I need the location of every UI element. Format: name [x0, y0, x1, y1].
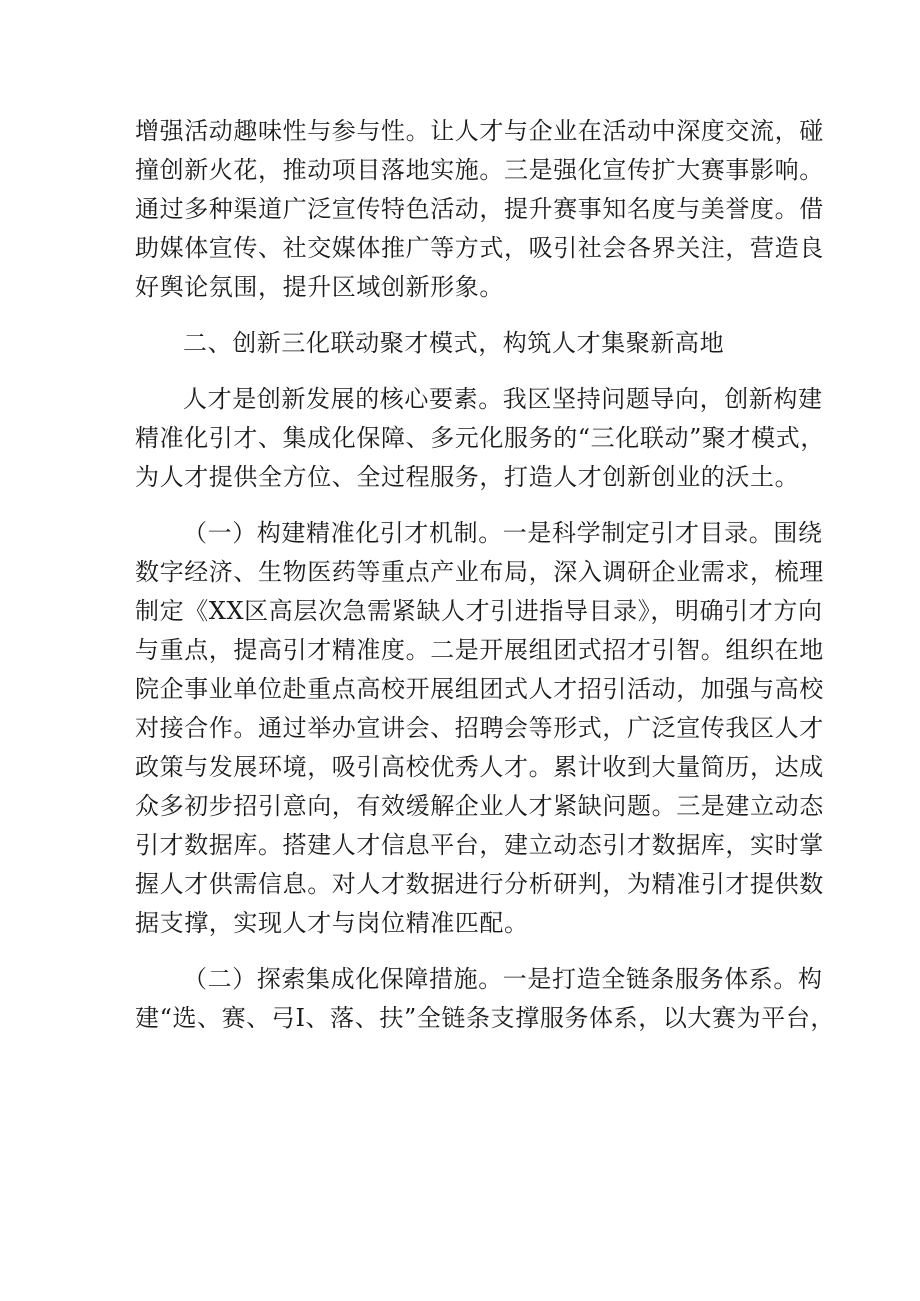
section-heading: 二、创新三化联动聚才模式，构筑人才集聚新高地 [183, 329, 725, 357]
paragraph-line: （二）探索集成化保障措施。一是打造全链条服务体系。构 [183, 965, 823, 993]
paragraph-2 [135, 380, 825, 497]
paragraph-line: 人才是创新发展的核心要素。我区坚持问题导向，创新构建 [183, 385, 823, 413]
paragraph-line: 为人才提供全方位、全过程服务，打造人才创新创业的沃土。 [135, 463, 800, 491]
paragraph-4 [135, 960, 836, 1038]
paragraph-line: 据支撑，实现人才与岗位精准匹配。 [135, 909, 529, 937]
paragraph-line: 增强活动趣味性与参与性。让人才与企业在活动中深度交流，碰 [135, 117, 824, 145]
paragraph-line: 精准化引才、集成化保障、多元化服务的“三化联动”聚才模式， [135, 424, 825, 452]
paragraph-gap [135, 307, 795, 324]
paragraph-line: 与重点，提高引才精准度。二是开展组团式招才引智。组织在地 [135, 636, 824, 664]
paragraph-1 [135, 112, 824, 307]
paragraph-line: 院企事业单位赴重点高校开展组团式人才招引活动，加强与高校 [135, 675, 824, 703]
paragraph-3 [135, 514, 824, 943]
paragraph-line: 政策与发展环境，吸引高校优秀人才。累计收到大量简历，达成 [135, 753, 824, 781]
document-body [135, 112, 836, 1038]
paragraph-line: 对接合作。通过举办宣讲会、招聘会等形式，广泛宣传我区人才 [135, 714, 824, 742]
paragraph-gap [135, 943, 795, 960]
paragraph-gap [135, 363, 795, 380]
paragraph-line: 数字经济、生物医药等重点产业布局，深入调研企业需求，梳理 [135, 558, 824, 586]
paragraph-line: 助媒体宣传、社交媒体推广等方式，吸引社会各界关注，营造良 [135, 234, 824, 262]
paragraph-line: 引才数据库。搭建人才信息平台，建立动态引才数据库，实时掌 [135, 831, 824, 859]
paragraph-line: 通过多种渠道广泛宣传特色活动，提升赛事知名度与美誉度。借 [135, 195, 824, 223]
paragraph-line: 撞创新火花，推动项目落地实施。三是强化宣传扩大赛事影响。 [135, 156, 824, 184]
paragraph-line: 好舆论氛围，提升区域创新形象。 [135, 273, 504, 301]
paragraph-line: （一）构建精准化引才机制。一是科学制定引才目录。围绕 [183, 519, 823, 547]
paragraph-line: 握人才供需信息。对人才数据进行分析研判，为精准引才提供数 [135, 870, 824, 898]
paragraph-line: 建“选、赛、弓I、落、扶”全链条支撑服务体系，以大赛为平台， [135, 1004, 836, 1032]
paragraph-line: 众多初步招引意向，有效缓解企业人才紧缺问题。三是建立动态 [135, 792, 824, 820]
paragraph-gap [135, 497, 795, 514]
paragraph-line: 制定《XX区高层次急需紧缺人才引进指导目录》，明确引才方向 [135, 597, 823, 625]
